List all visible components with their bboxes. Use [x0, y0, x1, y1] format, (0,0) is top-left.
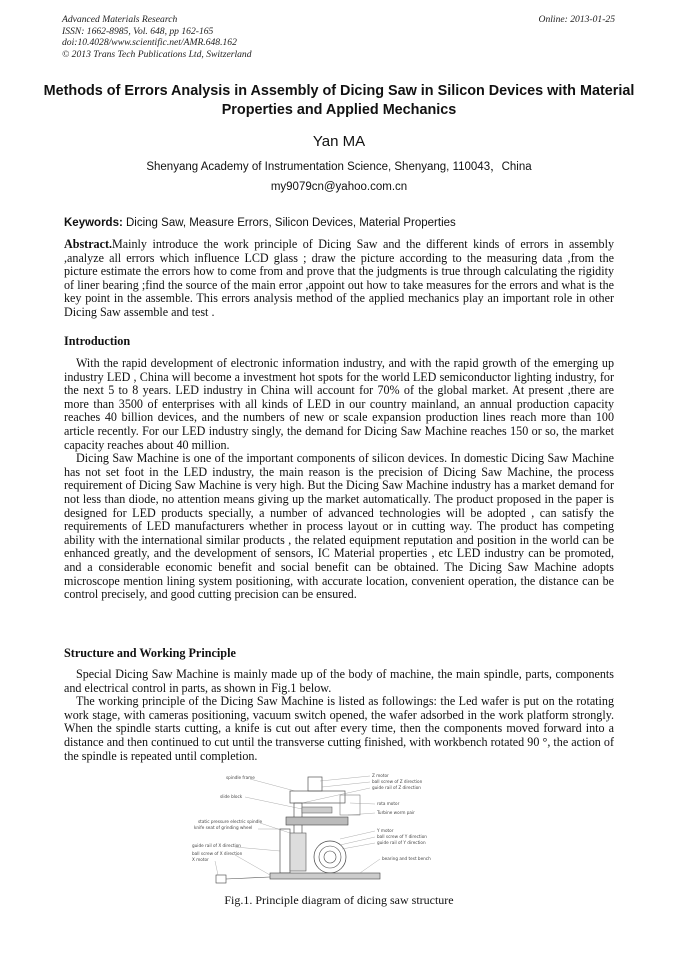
label-test-bench: bearing and test bench [382, 856, 431, 861]
keywords-label: Keywords: [64, 217, 123, 229]
label-rota-motor: rota motor [377, 801, 400, 806]
keywords [64, 217, 616, 229]
label-static-spindle: static pressure electric spindle [198, 819, 263, 824]
slide-block-shape [302, 807, 332, 813]
intro-paragraph-1: With the rapid development of electronic information industry, and with the rapid growth of the emerging up industry LED , China will become a investment hot spots for the world LED semiconductor lighting industry, for the next 5 to 8 years. LED industry in China will account for 70% of the global market. At present ,there are more than 3500 of enterprises with all kinds of LED in our country mainland, an annual production capacity reaches 40 billion devices, and the numbers of new or scale expansion production lines reach more than 100 article recently. For our LED industry singly, the demand for Dicing Saw Machine reaches 150 or so, the market capacity reaches about 40 million. [64, 356, 614, 452]
label-knife-seat: knife seat of grinding wheel [194, 825, 253, 830]
figure-caption: Fig.1. Principle diagram of dicing saw structure [224, 893, 454, 907]
test-bench-shape [270, 873, 380, 879]
label-x-ball-screw: ball screw of X direction [192, 851, 243, 856]
abstract-label: Abstract. [64, 237, 113, 251]
rotary-plate-shape [286, 817, 348, 825]
affiliation: Shenyang Academy of Instrumentation Science, Shenyang, 110043，China [146, 161, 532, 173]
label-x-motor: X motor [192, 857, 209, 862]
structure-paragraph-2: The working principle of the Dicing Saw Machine is listed as followings: the Led wafer is put on the rotating work stage, with cameras positioning, vacuum switch opened, the wafer adsorbed in the work platform strongly. When the spindle starts cutting, a knife is cut out after every time, then the components moved forward into a distance and then continued to cut until the transverse cutting finished, with workbench rotated 90 °, the action of the spindle is repeated until completion. [64, 694, 614, 763]
abstract-text: Mainly introduce the work principle of Dicing Saw and the different kinds of errors in assembly ,analyze all errors which influence LCD glass ; draw the picture according to the measuring data ,from the picture estimate the errors how to come from and prove that the judgments is true through calculating the rigidity of liner bearing ;find the source of the main error ,appoint out how to take measures for the errors and what is the key point in the assemble. This errors analysis method of the applied mechanics play an important role in other Dicing Saw assemble and test . [64, 237, 614, 319]
structure-heading: Structure and Working Principle [64, 646, 236, 660]
label-z-motor: Z motor [372, 773, 389, 778]
label-z-guide-rail: guide rail of Z direction [372, 785, 421, 790]
label-y-guide-rail: guide rail of Y direction [377, 840, 426, 845]
work-stage-middle [319, 846, 341, 868]
intro-body [64, 357, 614, 602]
structure-paragraph-1: Special Dicing Saw Machine is mainly made up of the body of machine, the main spindle, parts, components and electrical control in parts, as shown in Fig.1 below. [64, 667, 614, 695]
journal-issn: ISSN: 1662-8985, Vol. 648, pp 162-165 [62, 25, 214, 37]
journal-header [62, 14, 252, 60]
dicing-saw-diagram [190, 773, 490, 888]
electric-spindle-shape [290, 833, 306, 871]
label-z-ball-screw: ball screw of Z direction [372, 779, 423, 784]
label-turbine-worm: Turbine worm pair [377, 810, 415, 815]
structure-body [64, 668, 614, 763]
label-x-guide-rail: guide rail of X direction [192, 843, 241, 848]
label-y-motor: Y motor [377, 828, 394, 833]
journal-doi: doi:10.4028/www.scientific.net/AMR.648.162 [62, 37, 237, 48]
label-spindle-frame: spindle frame [226, 775, 255, 780]
intro-heading: Introduction [64, 334, 131, 348]
spindle-frame-shape [290, 791, 345, 803]
journal-name: Advanced Materials Research [62, 14, 178, 25]
intro-paragraph-2: Dicing Saw Machine is one of the important components of silicon devices. In domestic Dicing Saw Machine has not set foot in the LED industry, the main reason is the precision of Dicing Saw Machine, the process requirement of Dicing Saw Machine is very high. But the Dicing Saw Machine industry has a market demand for not less than diode, no attention means giving up the market automatically. The product proposed in the paper is designed for LED products specially, a number of advanced technologies will be adopted , can satisfy the requirements of LED manufacturers whether in process layout or in cutting way. The product has competing ability with the international similar products , the related equipment reputation and position in the world can be enhanced greatly, and the development of sensors, IC Material properties , etc LED industry can be promoted, and a considerable economic benefit and social benefit can be obtained. The Dicing Saw Machine adopts microscope mention lining system positioning, with accurate location, convenient operation, the distance can be control precisely, and good cutting precision can be ensured. [64, 451, 614, 602]
label-slide-block: slide block [220, 794, 243, 799]
x-ball-screw-shape [226, 877, 270, 879]
online-date: Online: 2013-01-25 [538, 14, 615, 25]
turbine-worm-shape [340, 795, 360, 815]
z-motor-shape [308, 777, 322, 791]
author-email[interactable]: my9079cn@yahoo.com.cn [270, 181, 408, 193]
label-y-ball-screw: ball screw of Y direction [377, 834, 427, 839]
paper-title: Methods of Errors Analysis in Assembly of Dicing Saw in Silicon Devices with Material Properties and Applied Mechanics [43, 83, 635, 118]
x-motor-shape [216, 875, 226, 883]
keywords-text: Dicing Saw, Measure Errors, Silicon Devices, Material Properties [122, 217, 456, 229]
author: Yan MA [312, 133, 366, 150]
abstract [64, 238, 614, 320]
spindle-column-shape [280, 829, 290, 873]
journal-copyright: © 2013 Trans Tech Publications Ltd, Switzerland [62, 48, 252, 60]
work-stage-inner [324, 851, 336, 863]
